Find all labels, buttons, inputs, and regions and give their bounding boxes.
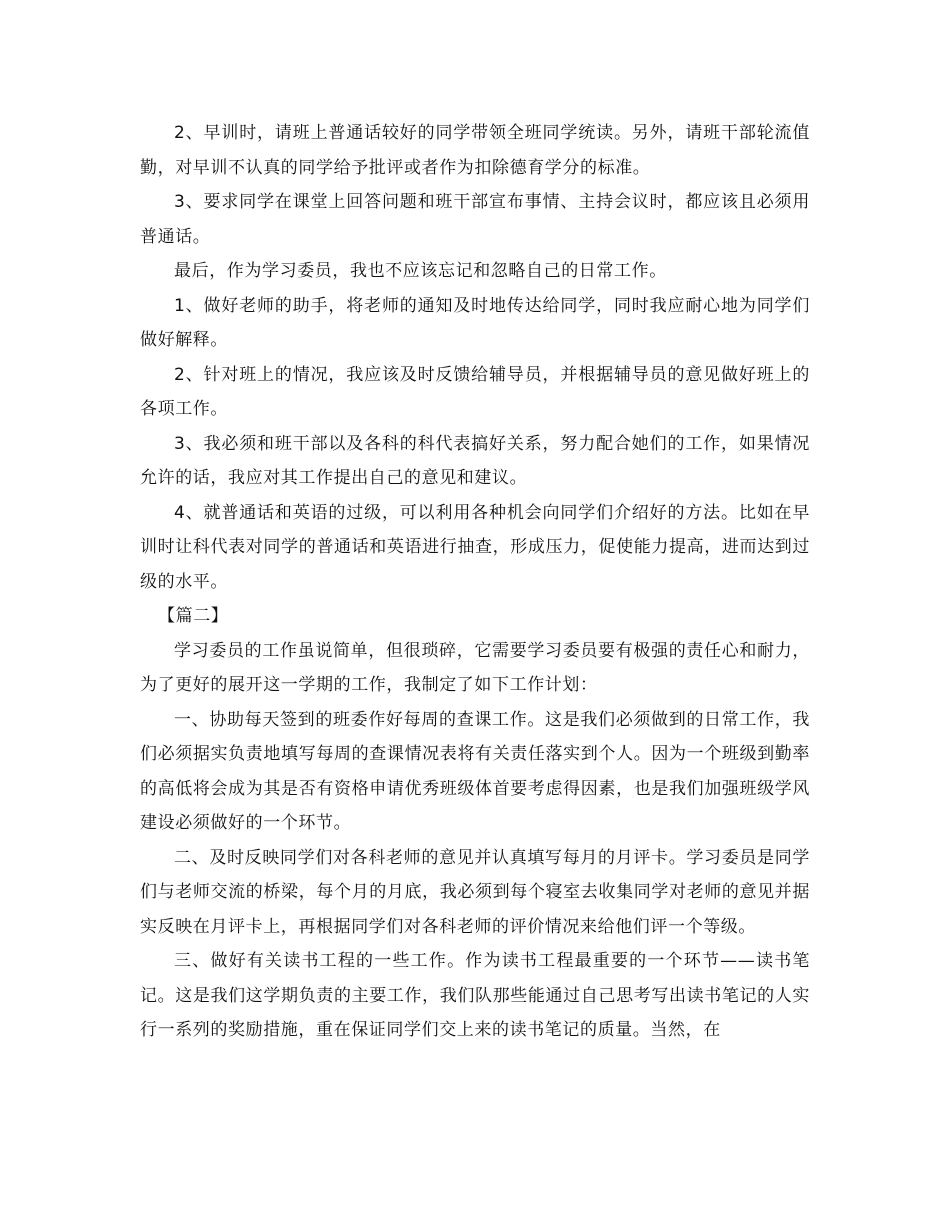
paragraph-finally: 最后，作为学习委员，我也不应该忘记和忽略自己的日常工作。 [174, 261, 667, 281]
paragraph-duty-4: 4、就普通话和英语的过级，可以利用各种机会向同学们介绍好的方法。比如在早训时让科代表对同学的普通话和英语进行抽查，形成压力，促使能力提高，进而达到过级的水平。 [140, 502, 810, 592]
paragraph-duty-3: 3、我必须和班干部以及各科的科代表搞好关系，努力配合她们的工作，如果情况允许的话，我应对其工作提出自己的意见和建议。 [140, 433, 810, 488]
paragraph-item-2: 2、早训时，请班上普通话较好的同学带领全班同学统读。另外，请班干部轮流值勤，对早训不认真的同学给予批评或者作为扣除德育学分的标准。 [140, 123, 810, 178]
paragraph-plan-2: 二、及时反映同学们对各科老师的意见并认真填写每月的月评卡。学习委员是同学们与老师交流的桥梁，每个月的月底，我必须到每个寝室去收集同学对老师的意见并据实反映在月评卡上，再根据同学们对各科老师的评价情况来给他们评一个等级。 [140, 847, 810, 937]
paragraph-intro: 学习委员的工作虽说简单，但很琐碎，它需要学习委员要有极强的责任心和耐力，为了更好的展开这一学期的工作，我制定了如下工作计划： [140, 640, 810, 695]
paragraph-duty-1: 1、做好老师的助手，将老师的通知及时地传达给同学，同时我应耐心地为同学们做好解释。 [140, 295, 810, 350]
paragraph-plan-1: 一、协助每天签到的班委作好每周的查课工作。这是我们必须做到的日常工作，我们必须据实负责地填写每周的查课情况表将有关责任落实到个人。因为一个班级到勤率的高低将会成为其是否有资格申请优秀班级体首要考虑得因素，也是我们加强班级学风建设必须做好的一个环节。 [140, 709, 810, 833]
paragraph-duty-2: 2、针对班上的情况，我应该及时反馈给辅导员，并根据辅导员的意见做好班上的各项工作。 [140, 364, 810, 419]
paragraph-plan-3: 三、做好有关读书工程的一些工作。作为读书工程最重要的一个环节——读书笔记。这是我们这学期负责的主要工作，我们队那些能通过自己思考写出读书笔记的人实行一系列的奖励措施，重在保证同学们交上来的读书笔记的质量。当然，在 [140, 951, 810, 1040]
section-heading: 【篇二】 [158, 606, 229, 626]
paragraph-item-3: 3、要求同学在课堂上回答问题和班干部宣布事情、主持会议时，都应该且必须用普通话。 [140, 192, 810, 247]
